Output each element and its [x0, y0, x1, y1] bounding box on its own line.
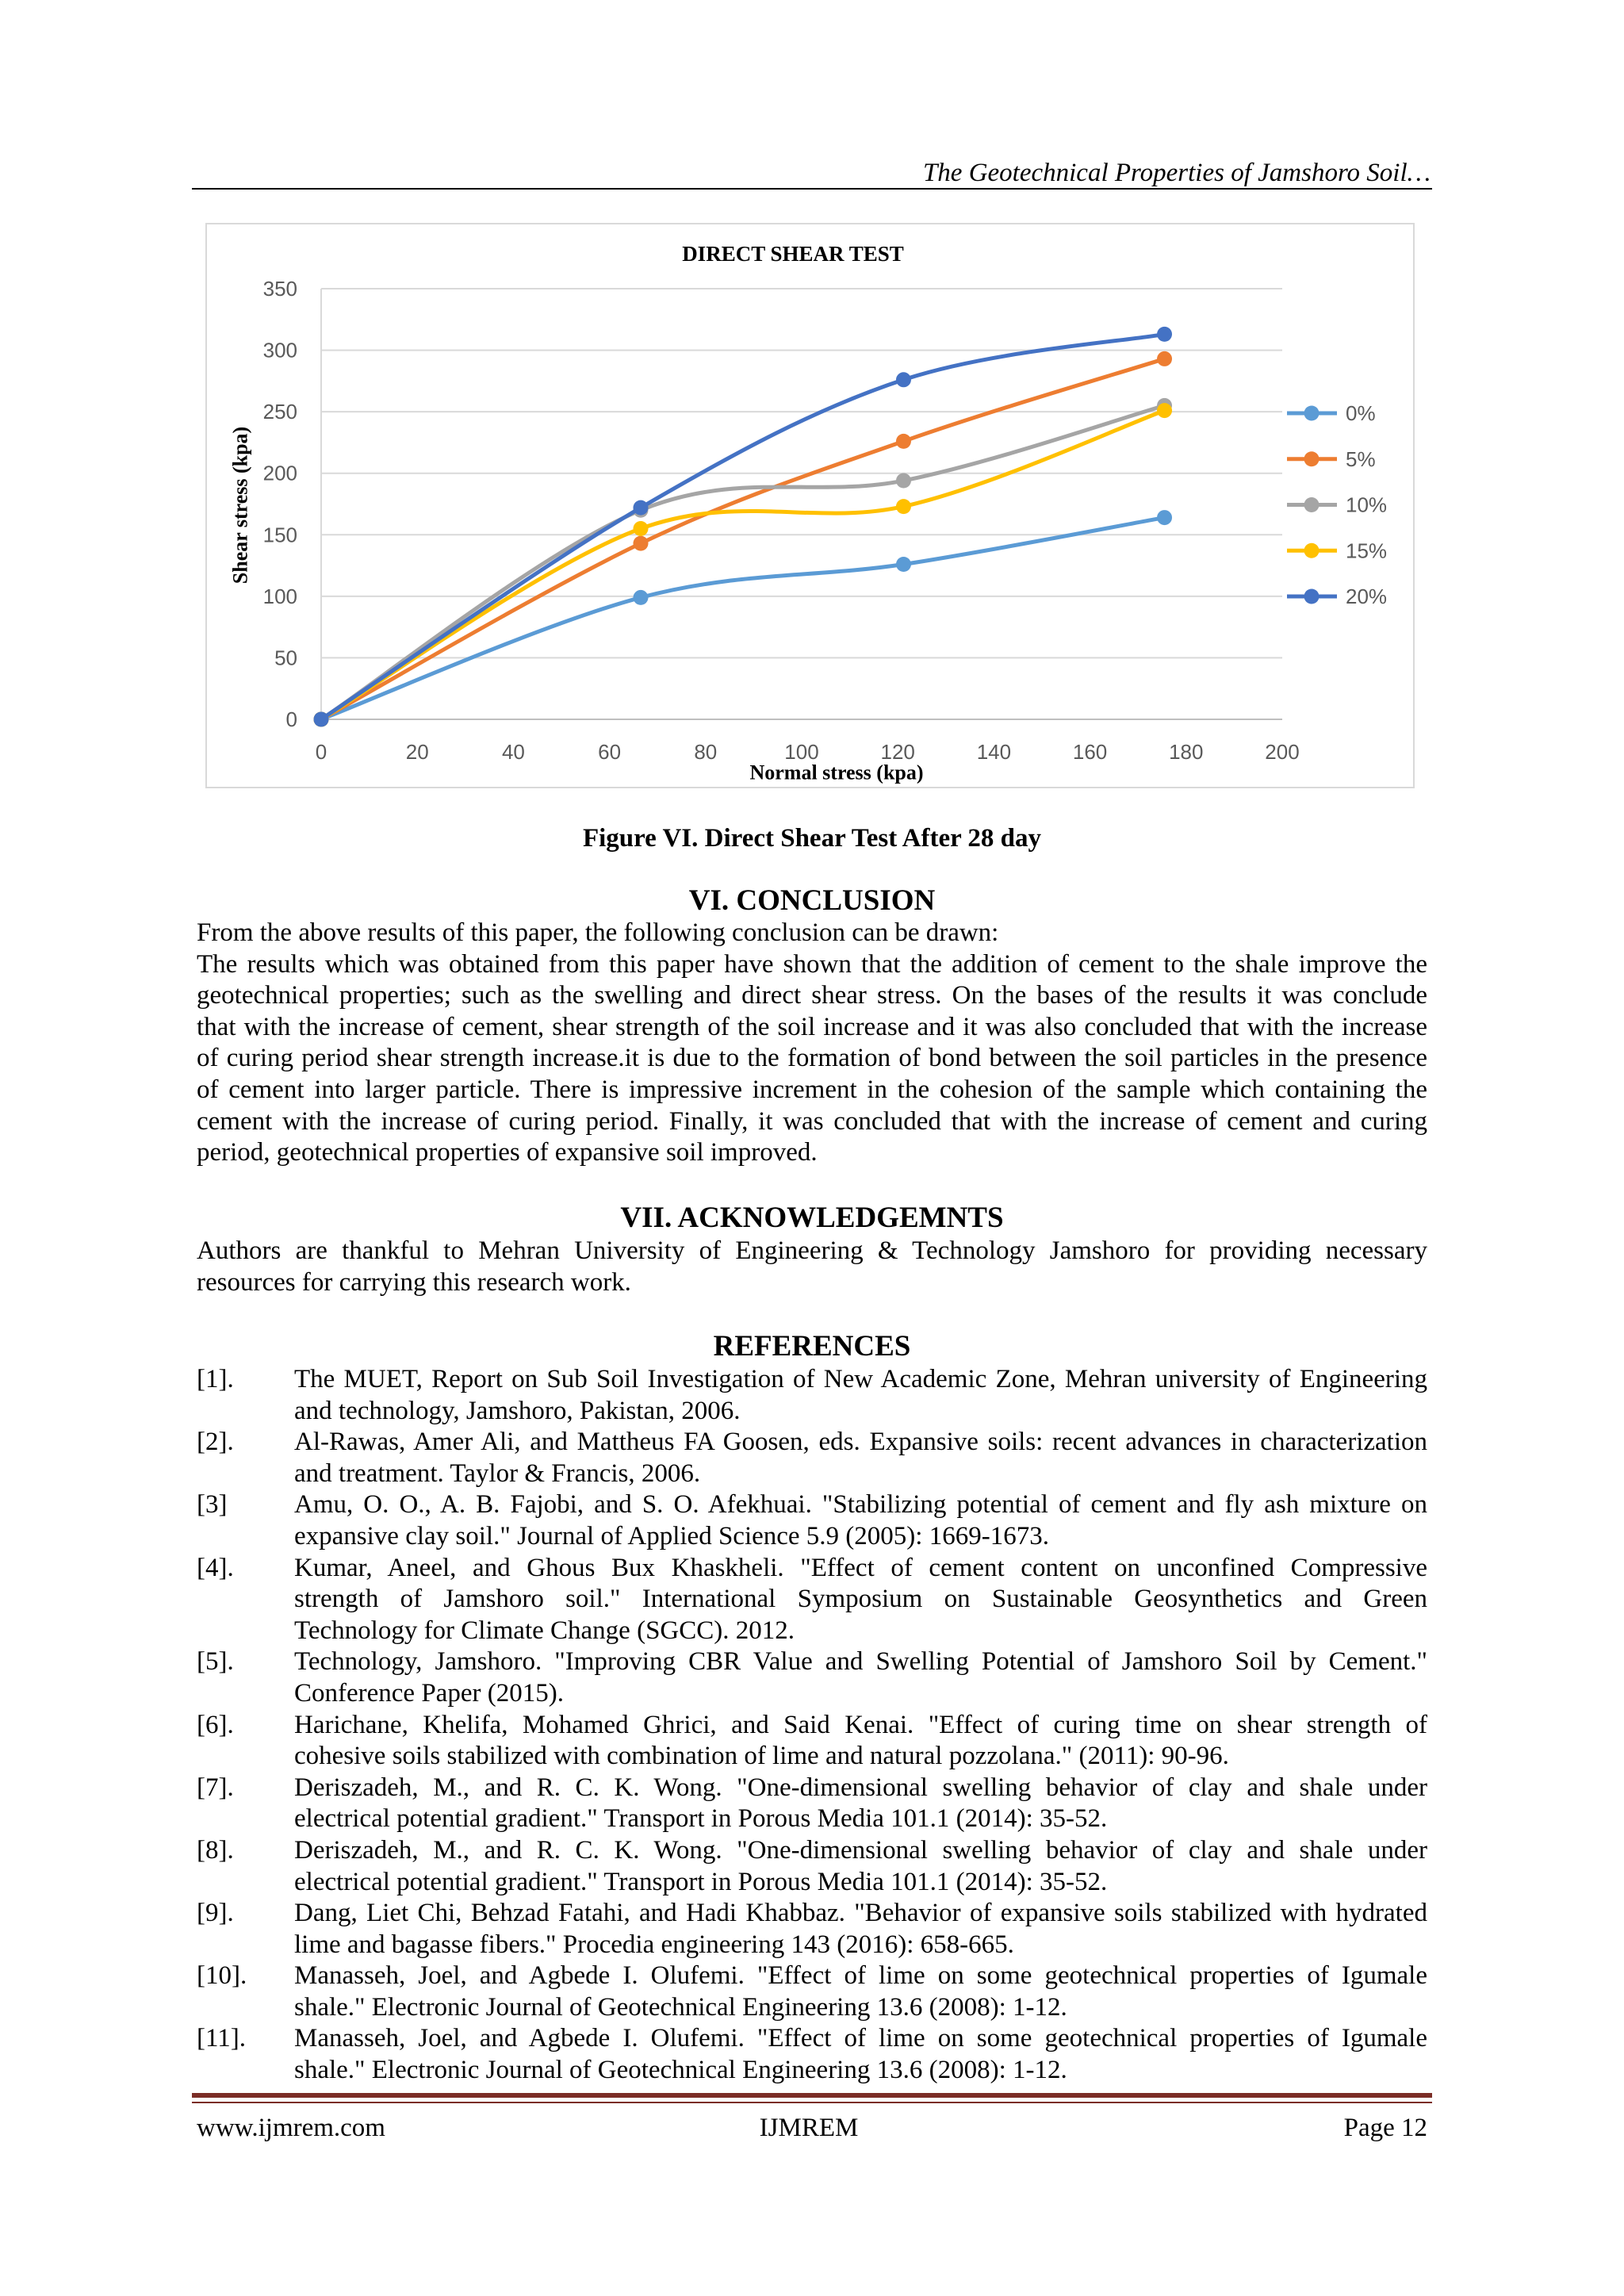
- acknowledgements-line: resources for carrying this research work.: [197, 1267, 631, 1297]
- conclusion-heading: VI. CONCLUSION: [688, 884, 936, 917]
- legend-marker: [1304, 543, 1320, 558]
- chart-border: [206, 224, 1414, 788]
- y-tick-label: 350: [262, 277, 297, 301]
- reference-list: [197, 1364, 1427, 2087]
- x-tick-label: 180: [1169, 740, 1204, 764]
- y-tick-label: 150: [262, 523, 297, 547]
- conclusion-line: of cement into larger particle. There is impressive increment in the cohesion of the sample which containing the: [197, 1075, 1427, 1104]
- data-point-20-percent: [314, 712, 329, 727]
- reference-item: [197, 1489, 1427, 1552]
- header-rule: [192, 188, 1432, 190]
- conclusion-line: geotechnical properties; such as the swelling and direct shear stress. On the bases of the results it was conclude: [197, 981, 1427, 1010]
- reference-item: [197, 1427, 1427, 1489]
- conclusion-line: that with the increase of cement, shear strength of the soil increase and it was also concluded that with the increase: [197, 1012, 1427, 1041]
- reference-number: [3]: [197, 1490, 228, 1520]
- conclusion-line: period, geotechnical properties of expansive soil improved.: [197, 1138, 818, 1167]
- reference-number: [1].: [197, 1365, 234, 1393]
- x-tick-label: 40: [501, 740, 525, 764]
- x-tick-label: 100: [784, 740, 819, 764]
- x-tick-label: 20: [405, 740, 429, 764]
- reference-text-line: and treatment. Taylor & Francis, 2006.: [294, 1458, 701, 1488]
- reference-item: [197, 1364, 1427, 1427]
- footer-page-number: Page 12: [1343, 2114, 1427, 2142]
- reference-text-line: electrical potential gradient." Transport in Porous Media 101.1 (2014): 35-52.: [294, 1867, 1108, 1896]
- data-point-0-percent: [1157, 510, 1172, 525]
- direct-shear-chart: [205, 223, 1415, 788]
- legend-label: 10%: [1346, 493, 1388, 517]
- reference-text-line: Dang, Liet Chi, Behzad Fatahi, and Hadi Khabbaz. "Behavior of expansive soils stabilized with hydrated: [294, 1899, 1427, 1928]
- y-tick-label: 100: [262, 584, 297, 608]
- footer-rule-thin: [192, 2102, 1432, 2103]
- reference-text-line: Technology for Climate Change (SGCC). 2012.: [294, 1616, 795, 1645]
- footer-website-link[interactable]: www.ijmrem.com: [197, 2114, 385, 2142]
- y-tick-label: 50: [274, 646, 297, 670]
- x-axis-title: Normal stress (kpa): [749, 761, 924, 784]
- reference-text-line: Kumar, Aneel, and Ghous Bux Khaskheli. "Effect of cement content on unconfined Compressive: [294, 1553, 1427, 1582]
- legend-label: 20%: [1346, 585, 1388, 608]
- acknowledgements-body: [197, 1236, 1427, 1298]
- reference-text: [294, 1427, 1427, 1489]
- y-tick-label: 0: [285, 707, 297, 731]
- reference-text-line: lime and bagasse fibers." Procedia engineering 143 (2016): 658-665.: [294, 1930, 1014, 1959]
- reference-text: [294, 1364, 1427, 1427]
- reference-number: [2].: [197, 1428, 234, 1457]
- reference-item: [197, 1961, 1427, 2023]
- running-header: The Geotechnical Properties of Jamshoro Soil…: [922, 159, 1431, 187]
- x-tick-label: 140: [976, 740, 1012, 764]
- reference-number: [9].: [197, 1899, 234, 1928]
- reference-number: [6].: [197, 1710, 234, 1739]
- reference-number: [8].: [197, 1835, 234, 1865]
- data-point-5-percent: [633, 536, 648, 551]
- reference-text-line: Deriszadeh, M., and R. C. K. Wong. "One-dimensional swelling behavior of clay and shale under: [294, 1835, 1427, 1865]
- data-point-0-percent: [896, 557, 911, 572]
- data-point-20-percent: [896, 372, 911, 387]
- reference-text-line: cohesive soils stabilized with combination of lime and natural pozzolana." (2011): 90-96.: [294, 1742, 1229, 1771]
- legend-marker: [1304, 406, 1320, 421]
- y-axis-title: Shear stress (kpa): [228, 426, 252, 585]
- reference-number: [10].: [197, 1961, 247, 1991]
- data-point-5-percent: [896, 434, 911, 449]
- data-point-15-percent: [896, 499, 911, 514]
- acknowledgements-heading: VII. ACKNOWLEDGEMNTS: [620, 1202, 1004, 1234]
- data-point-0-percent: [633, 590, 648, 605]
- figure-caption: Figure VI. Direct Shear Test After 28 day: [582, 824, 1042, 853]
- x-tick-label: 0: [315, 740, 327, 764]
- conclusion-line: of curing period shear strength increase.it is due to the formation of bond between the soil particles in the presence: [197, 1044, 1427, 1073]
- reference-text: [294, 1646, 1427, 1709]
- legend-label: 0%: [1346, 401, 1376, 425]
- data-point-15-percent: [633, 521, 648, 536]
- reference-item: [197, 1646, 1427, 1709]
- x-tick-label: 80: [694, 740, 718, 764]
- footer-rule-thick: [192, 2093, 1432, 2098]
- conclusion-line: cement with the increase of curing period. Finally, it was concluded that with the increase of cement and curing: [197, 1106, 1427, 1136]
- reference-number: [4].: [197, 1553, 234, 1582]
- reference-number: [5].: [197, 1647, 234, 1677]
- x-tick-label: 60: [598, 740, 622, 764]
- reference-text-line: Harichane, Khelifa, Mohamed Ghrici, and Said Kenai. "Effect of curing time on shear strength of: [294, 1710, 1427, 1739]
- conclusion-body: [197, 918, 1427, 1169]
- reference-text: [294, 1835, 1427, 1898]
- legend-label: 5%: [1346, 447, 1376, 471]
- footer-journal-name: IJMREM: [759, 2114, 859, 2142]
- conclusion-intro: From the above results of this paper, the following conclusion can be drawn:: [197, 918, 999, 947]
- reference-item: [197, 1898, 1427, 1961]
- reference-text: [294, 1553, 1427, 1647]
- chart-title: DIRECT SHEAR TEST: [682, 242, 904, 266]
- reference-text-line: and technology, Jamshoro, Pakistan, 2006.: [294, 1396, 741, 1425]
- data-point-5-percent: [1157, 351, 1172, 366]
- y-tick-label: 250: [262, 400, 297, 424]
- legend-label: 15%: [1346, 539, 1388, 563]
- reference-text-line: Manasseh, Joel, and Agbede I. Olufemi. "Effect of lime on some geotechnical properties of Igumale: [294, 1961, 1427, 1991]
- y-tick-label: 300: [262, 338, 297, 362]
- data-point-10-percent: [896, 473, 911, 489]
- reference-text-line: Technology, Jamshoro. "Improving CBR Value and Swelling Potential of Jamshoro Soil by Cement.": [294, 1647, 1427, 1677]
- reference-text-line: strength of Jamshoro soil." International Symposium on Sustainable Geosynthetics and Green: [294, 1585, 1427, 1614]
- reference-number: [11].: [197, 2024, 247, 2053]
- legend-marker: [1304, 589, 1320, 604]
- x-tick-label: 120: [880, 740, 915, 764]
- acknowledgements-line: Authors are thankful to Mehran University of Engineering & Technology Jamshoro for providing necessary: [197, 1236, 1427, 1265]
- reference-text-line: Conference Paper (2015).: [294, 1678, 564, 1708]
- reference-text-line: shale." Electronic Journal of Geotechnical Engineering 13.6 (2008): 1-12.: [294, 2056, 1067, 2085]
- references-heading: REFERENCES: [713, 1330, 911, 1363]
- data-point-15-percent: [1157, 403, 1172, 418]
- reference-item: [197, 1553, 1427, 1647]
- reference-text-line: The MUET, Report on Sub Soil Investigation of New Academic Zone, Mehran university of Engineering: [294, 1365, 1427, 1393]
- reference-item: [197, 1835, 1427, 1898]
- reference-text-line: electrical potential gradient." Transport in Porous Media 101.1 (2014): 35-52.: [294, 1804, 1108, 1834]
- chart-canvas: [205, 223, 1415, 788]
- reference-text: [294, 2023, 1427, 2086]
- reference-text-line: Deriszadeh, M., and R. C. K. Wong. "One-dimensional swelling behavior of clay and shale under: [294, 1773, 1427, 1802]
- reference-text: [294, 1961, 1427, 2023]
- reference-text-line: Al-Rawas, Amer Ali, and Mattheus FA Goosen, eds. Expansive soils: recent advances in characterization: [294, 1428, 1427, 1457]
- reference-text-line: Manasseh, Joel, and Agbede I. Olufemi. "Effect of lime on some geotechnical properties of Igumale: [294, 2024, 1427, 2053]
- reference-number: [7].: [197, 1773, 234, 1802]
- reference-item: [197, 2023, 1427, 2086]
- conclusion-line: The results which was obtained from this paper have shown that the addition of cement to the shale improve the: [197, 949, 1427, 979]
- x-tick-label: 200: [1265, 740, 1300, 764]
- reference-text-line: expansive clay soil." Journal of Applied Science 5.9 (2005): 1669-1673.: [294, 1521, 1049, 1550]
- reference-text: [294, 1710, 1427, 1773]
- data-point-20-percent: [1157, 327, 1172, 342]
- reference-text: [294, 1489, 1427, 1552]
- reference-text-line: shale." Electronic Journal of Geotechnical Engineering 13.6 (2008): 1-12.: [294, 1992, 1067, 2022]
- reference-item: [197, 1773, 1427, 1835]
- reference-text-line: Amu, O. O., A. B. Fajobi, and S. O. Afekhuai. "Stabilizing potential of cement and fly ash mixture on: [294, 1490, 1427, 1520]
- reference-item: [197, 1710, 1427, 1773]
- legend-marker: [1304, 451, 1320, 466]
- legend-marker: [1304, 497, 1320, 512]
- x-tick-label: 160: [1072, 740, 1108, 764]
- reference-text: [294, 1773, 1427, 1835]
- reference-text: [294, 1898, 1427, 1961]
- data-point-20-percent: [633, 500, 648, 516]
- y-tick-label: 200: [262, 461, 297, 485]
